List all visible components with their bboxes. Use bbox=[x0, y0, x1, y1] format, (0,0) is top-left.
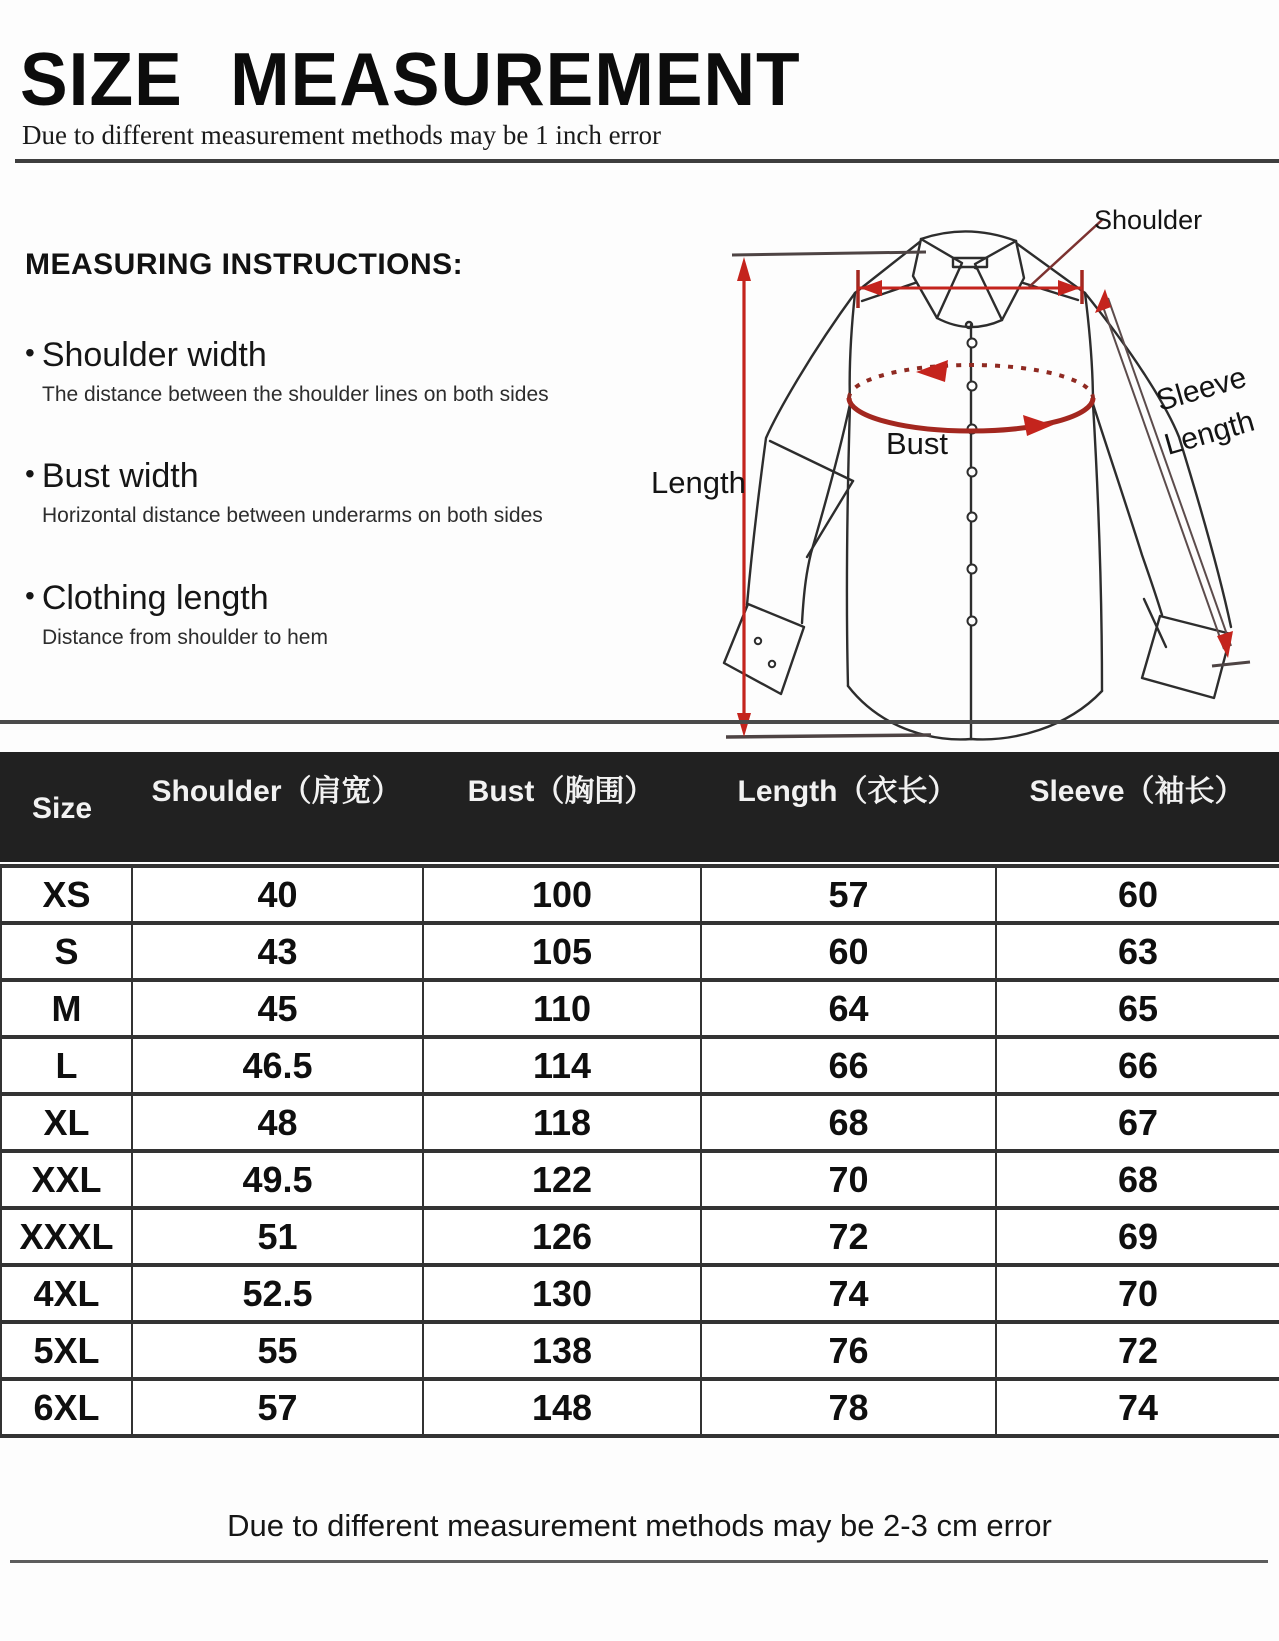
sleeve-cell: 60 bbox=[996, 866, 1279, 923]
column-header-bust: Bust（胸围） bbox=[467, 775, 655, 808]
table-row bbox=[1, 1265, 1279, 1322]
sleeve-cell: 74 bbox=[996, 1379, 1279, 1436]
size-cell: 6XL bbox=[1, 1379, 132, 1436]
sleeve-cell: 72 bbox=[996, 1322, 1279, 1379]
bust-cell: 130 bbox=[423, 1265, 701, 1322]
table-row bbox=[1, 1151, 1279, 1208]
sleeve-cell: 63 bbox=[996, 923, 1279, 980]
shoulder-cell: 51 bbox=[132, 1208, 423, 1265]
footer-divider bbox=[10, 1560, 1268, 1563]
page-subtitle: Due to different measurement methods may be 1 inch error bbox=[22, 120, 662, 150]
length-cell: 76 bbox=[701, 1322, 996, 1379]
length-cell: 74 bbox=[701, 1265, 996, 1322]
page-title: SIZE MEASUREMENT bbox=[20, 37, 801, 122]
shoulder-label: Shoulder bbox=[1094, 205, 1203, 235]
shirt-illustration bbox=[615, 175, 1279, 750]
size-cell: L bbox=[1, 1037, 132, 1094]
sleeve-cell: 69 bbox=[996, 1208, 1279, 1265]
instruction-term: • Clothing length bbox=[25, 579, 635, 618]
footer-note: Due to different measurement methods may be 2-3 cm error bbox=[227, 1508, 1052, 1543]
shoulder-cell: 52.5 bbox=[132, 1265, 423, 1322]
bust-cell: 126 bbox=[423, 1208, 701, 1265]
shoulder-cell: 49.5 bbox=[132, 1151, 423, 1208]
size-chart-table bbox=[0, 864, 1279, 1438]
length-cell: 64 bbox=[701, 980, 996, 1037]
length-cell: 60 bbox=[701, 923, 996, 980]
length-cell: 78 bbox=[701, 1379, 996, 1436]
bust-cell: 114 bbox=[423, 1037, 701, 1094]
bust-cell: 118 bbox=[423, 1094, 701, 1151]
length-cell: 57 bbox=[701, 866, 996, 923]
shoulder-cell: 43 bbox=[132, 923, 423, 980]
column-header-sleeve: Sleeve（袖长） bbox=[1029, 775, 1245, 808]
sleeve-cell: 65 bbox=[996, 980, 1279, 1037]
header-divider bbox=[15, 159, 1279, 163]
table-row bbox=[1, 1094, 1279, 1151]
size-cell: M bbox=[1, 980, 132, 1037]
size-chart-header bbox=[0, 752, 1279, 862]
bust-cell: 148 bbox=[423, 1379, 701, 1436]
sleeve-cell: 70 bbox=[996, 1265, 1279, 1322]
size-cell: XL bbox=[1, 1094, 132, 1151]
instruction-term: • Shoulder width bbox=[25, 336, 635, 375]
table-row bbox=[1, 1379, 1279, 1436]
shoulder-cell: 55 bbox=[132, 1322, 423, 1379]
column-header-length: Length（衣长） bbox=[737, 775, 958, 808]
measuring-instructions bbox=[25, 248, 635, 700]
size-cell: 4XL bbox=[1, 1265, 132, 1322]
bust-cell: 105 bbox=[423, 923, 701, 980]
table-row bbox=[1, 1037, 1279, 1094]
sleeve-cell: 66 bbox=[996, 1037, 1279, 1094]
instruction-definition: Distance from shoulder to hem bbox=[42, 625, 328, 649]
shoulder-cell: 45 bbox=[132, 980, 423, 1037]
instructions-heading: MEASURING INSTRUCTIONS: bbox=[25, 248, 464, 281]
table-row bbox=[1, 1322, 1279, 1379]
instruction-shoulder-width bbox=[25, 336, 635, 407]
size-cell: XXXL bbox=[1, 1208, 132, 1265]
shoulder-cell: 46.5 bbox=[132, 1037, 423, 1094]
table-row bbox=[1, 866, 1279, 923]
instruction-definition: The distance between the shoulder lines on both sides bbox=[42, 383, 549, 407]
bust-cell: 110 bbox=[423, 980, 701, 1037]
instruction-clothing-length bbox=[25, 579, 635, 650]
table-row bbox=[1, 1208, 1279, 1265]
bust-cell: 100 bbox=[423, 866, 701, 923]
instruction-bust-width bbox=[25, 457, 635, 528]
size-cell: XXL bbox=[1, 1151, 132, 1208]
length-cell: 70 bbox=[701, 1151, 996, 1208]
table-row bbox=[1, 980, 1279, 1037]
size-cell: S bbox=[1, 923, 132, 980]
size-cell: 5XL bbox=[1, 1322, 132, 1379]
length-label: Length bbox=[651, 465, 746, 500]
instruction-definition: Horizontal distance between underarms on both sides bbox=[42, 504, 543, 528]
sleeve-cell: 68 bbox=[996, 1151, 1279, 1208]
table-row bbox=[1, 923, 1279, 980]
bust-cell: 138 bbox=[423, 1322, 701, 1379]
bust-label: Bust bbox=[886, 426, 949, 461]
length-cell: 72 bbox=[701, 1208, 996, 1265]
column-header-size: Size bbox=[32, 792, 93, 825]
column-header-shoulder: Shoulder（肩宽） bbox=[151, 775, 402, 808]
sleeve-length-label-line1: Sleeve bbox=[1152, 360, 1251, 418]
length-cell: 68 bbox=[701, 1094, 996, 1151]
length-cell: 66 bbox=[701, 1037, 996, 1094]
instruction-term: • Bust width bbox=[25, 457, 635, 496]
size-cell: XS bbox=[1, 866, 132, 923]
sleeve-length-label-line2: Length bbox=[1160, 404, 1259, 462]
shirt-buttons bbox=[755, 339, 977, 668]
section-divider bbox=[0, 720, 1279, 724]
sleeve-cell: 67 bbox=[996, 1094, 1279, 1151]
shirt-measurement-diagram bbox=[615, 175, 1279, 750]
shirt-outline bbox=[724, 231, 1231, 739]
bust-cell: 122 bbox=[423, 1151, 701, 1208]
shoulder-cell: 40 bbox=[132, 866, 423, 923]
shoulder-cell: 48 bbox=[132, 1094, 423, 1151]
shoulder-cell: 57 bbox=[132, 1379, 423, 1436]
